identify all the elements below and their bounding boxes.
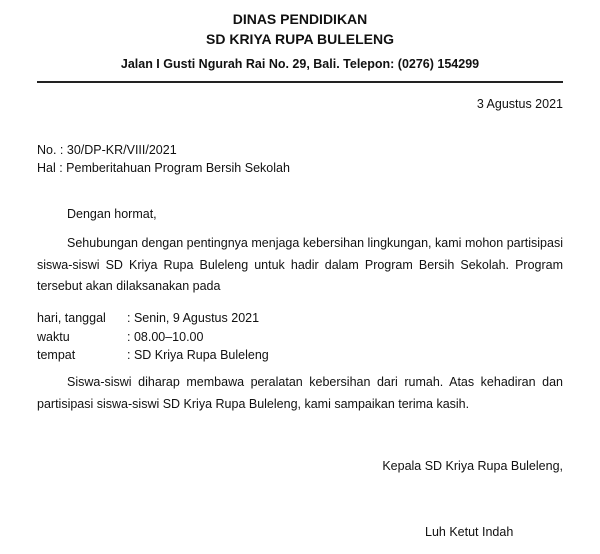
detail-row-place <box>37 346 269 365</box>
detail-label: hari, tanggal <box>37 311 106 325</box>
signer-name: Luh Ketut Indah <box>425 525 514 539</box>
event-details <box>37 309 269 365</box>
letterhead-divider <box>37 81 563 83</box>
letter-meta <box>37 141 290 177</box>
body-paragraph-2: Siswa-siswi diharap membawa peralatan kebersihan dari rumah. Atas kehadiran dan partisipasi siswa-siswi SD Kriya Rupa Buleleng, kami sampaikan terima kasih. <box>37 375 563 411</box>
greeting: Dengan hormat, <box>67 207 157 221</box>
detail-value: : SD Kriya Rupa Buleleng <box>127 348 269 362</box>
detail-label: waktu <box>37 329 70 344</box>
detail-label: tempat <box>37 348 76 362</box>
detail-row-time <box>37 328 269 347</box>
detail-value: : 08.00–10.00 <box>127 329 204 344</box>
letter-number: No. : 30/DP-KR/VIII/2021 <box>37 143 177 157</box>
letter-date: 3 Agustus 2021 <box>476 97 563 111</box>
detail-value: : Senin, 9 Agustus 2021 <box>127 311 260 325</box>
closing-title: Kepala SD Kriya Rupa Buleleng, <box>382 459 563 473</box>
letterhead-agency: DINAS PENDIDIKAN <box>232 11 368 27</box>
body-paragraph-1-text: Sehubungan dengan pentingnya menjaga kebersihan lingkungan, kami mohon partisipasi siswa-siswi SD Kriya Rupa Buleleng untuk hadir dalam Program Bersih Sekolah. Program tersebut akan dilaksanakan pada <box>37 236 563 293</box>
letter-subject: Hal : Pemberitahuan Program Bersih Sekolah <box>37 161 290 175</box>
body-paragraph-1 <box>37 233 563 298</box>
letterhead <box>0 9 600 74</box>
letterhead-school: SD KRIYA RUPA BULELENG <box>206 31 394 47</box>
detail-row-date <box>37 309 269 328</box>
letterhead-address: Jalan I Gusti Ngurah Rai No. 29, Bali. Telepon: (0276) 154299 <box>120 57 480 71</box>
